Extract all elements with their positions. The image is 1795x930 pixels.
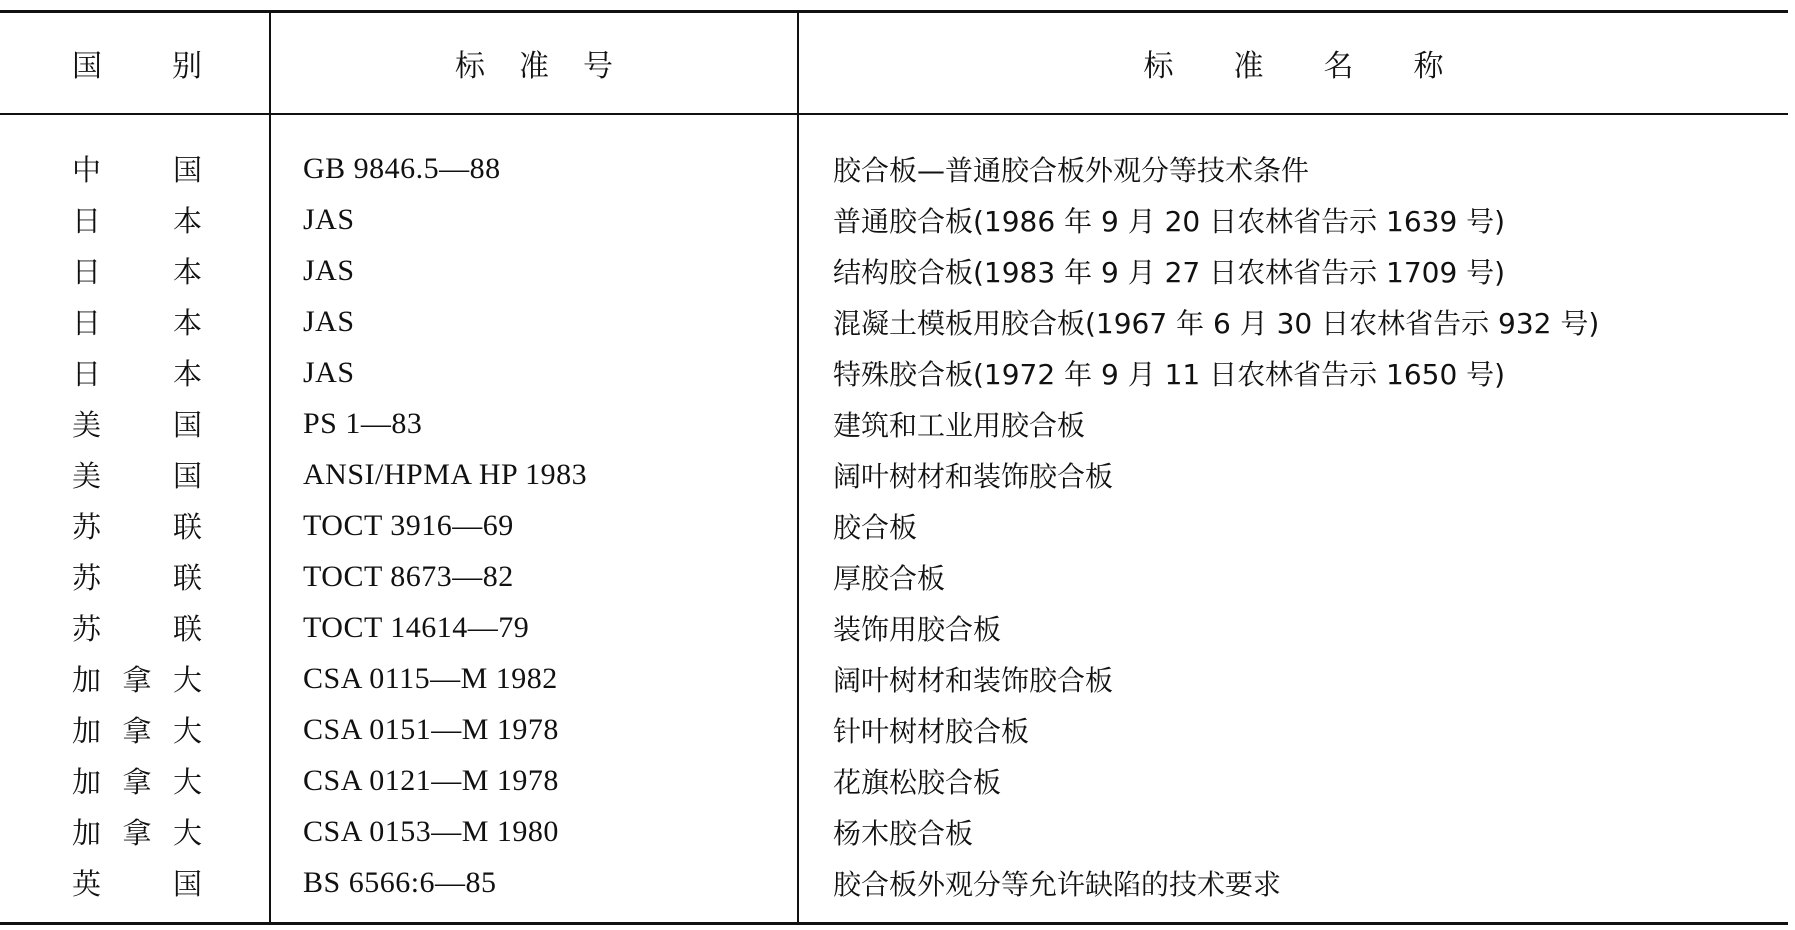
country-cell — [0, 653, 270, 704]
standard-name-cell — [798, 806, 1788, 857]
header-standard-number — [270, 12, 798, 115]
country-char: 苏 — [72, 612, 102, 646]
country-cell — [0, 245, 270, 296]
standard-name-cell — [798, 755, 1788, 806]
standard-name-cell — [798, 398, 1788, 449]
standard-number-cell — [270, 602, 798, 653]
standard-number-cell — [270, 551, 798, 602]
standard-name-cell — [798, 704, 1788, 755]
standard-number: PS 1—83 — [303, 407, 423, 440]
country-char: 本 — [172, 204, 202, 238]
country-char: 联 — [172, 561, 202, 595]
standard-name: 装饰用胶合板 — [833, 612, 1002, 646]
standard-number: JAS — [303, 356, 355, 389]
country-char: 拿 — [122, 816, 152, 850]
country-cell — [0, 194, 270, 245]
table-header — [0, 12, 1788, 115]
table-row — [0, 449, 1788, 500]
country-cell — [0, 296, 270, 347]
standard-name-cell — [798, 114, 1788, 194]
standard-name-cell — [798, 194, 1788, 245]
country-cell — [0, 449, 270, 500]
header-row — [0, 12, 1788, 115]
standard-name-cell — [798, 653, 1788, 704]
country-char: 本 — [172, 306, 202, 340]
table-row — [0, 398, 1788, 449]
country-cell — [0, 398, 270, 449]
standard-name: 普通胶合板(1986 年 9 月 20 日农林省告示 1639 号) — [833, 204, 1506, 238]
standard-name: 杨木胶合板 — [833, 816, 974, 850]
standard-name-cell — [798, 347, 1788, 398]
header-country-char: 国 — [72, 49, 102, 84]
country-cell — [0, 857, 270, 924]
country-char: 联 — [172, 510, 202, 544]
standard-name: 花旗松胶合板 — [833, 765, 1002, 799]
country-char: 美 — [72, 459, 102, 493]
standard-name-cell — [798, 449, 1788, 500]
country-char: 苏 — [72, 561, 102, 595]
header-name-char: 标 — [1143, 49, 1174, 84]
standard-number: CSA 0115—M 1982 — [303, 662, 558, 695]
table-row — [0, 806, 1788, 857]
standard-number: JAS — [303, 305, 355, 338]
table-row — [0, 602, 1788, 653]
standard-number-cell — [270, 500, 798, 551]
standard-number-cell — [270, 653, 798, 704]
standard-name-cell — [798, 245, 1788, 296]
country-char: 美 — [72, 408, 102, 442]
country-cell — [0, 500, 270, 551]
country-char: 加 — [72, 816, 102, 850]
standard-name-cell — [798, 500, 1788, 551]
standard-number: ANSI/HPMA HP 1983 — [303, 458, 588, 491]
standard-number-cell — [270, 194, 798, 245]
table-row — [0, 857, 1788, 924]
country-char: 国 — [172, 867, 202, 901]
table-row — [0, 114, 1788, 194]
standard-number: CSA 0151—M 1978 — [303, 713, 559, 746]
country-char: 大 — [172, 765, 202, 799]
standard-name: 胶合板外观分等允许缺陷的技术要求 — [833, 867, 1282, 901]
standard-number: CSA 0121—M 1978 — [303, 764, 559, 797]
standards-table — [0, 10, 1788, 925]
header-name-char: 名 — [1323, 49, 1354, 84]
country-char: 本 — [172, 357, 202, 391]
country-cell — [0, 806, 270, 857]
country-char: 中 — [72, 153, 102, 187]
country-char: 国 — [172, 459, 202, 493]
standard-number-cell — [270, 347, 798, 398]
country-char: 加 — [72, 663, 102, 697]
standard-number: BS 6566:6—85 — [303, 866, 497, 899]
country-char: 日 — [72, 255, 102, 289]
standard-number-cell — [270, 806, 798, 857]
standard-number-cell — [270, 857, 798, 924]
standard-name: 胶合板—普通胶合板外观分等技术条件 — [833, 153, 1310, 187]
country-cell — [0, 347, 270, 398]
country-char: 加 — [72, 765, 102, 799]
country-char: 日 — [72, 204, 102, 238]
standard-number: CSA 0153—M 1980 — [303, 815, 559, 848]
country-cell — [0, 755, 270, 806]
standard-number: TOCT 3916—69 — [303, 509, 514, 542]
standard-number: TOCT 14614—79 — [303, 611, 530, 644]
standard-name: 阔叶树材和装饰胶合板 — [833, 459, 1114, 493]
standard-number-cell — [270, 398, 798, 449]
standard-name: 结构胶合板(1983 年 9 月 27 日农林省告示 1709 号) — [833, 255, 1506, 289]
country-char: 拿 — [122, 714, 152, 748]
country-char: 加 — [72, 714, 102, 748]
standard-number: JAS — [303, 254, 355, 287]
standard-name: 针叶树材胶合板 — [833, 714, 1030, 748]
standard-number: TOCT 8673—82 — [303, 560, 514, 593]
standard-name: 特殊胶合板(1972 年 9 月 11 日农林省告示 1650 号) — [833, 357, 1506, 391]
country-char: 苏 — [72, 510, 102, 544]
header-standard-number-label: 标准号 — [455, 49, 647, 84]
country-cell — [0, 114, 270, 194]
country-char: 本 — [172, 255, 202, 289]
table-row — [0, 296, 1788, 347]
country-char: 联 — [172, 612, 202, 646]
table-row — [0, 653, 1788, 704]
country-char: 拿 — [122, 663, 152, 697]
country-char: 拿 — [122, 765, 152, 799]
standard-number-cell — [270, 755, 798, 806]
standard-name-cell — [798, 857, 1788, 924]
header-name-char: 准 — [1233, 49, 1264, 84]
table-row — [0, 194, 1788, 245]
standard-name: 胶合板 — [833, 510, 918, 544]
standard-number-cell — [270, 296, 798, 347]
country-char: 日 — [72, 357, 102, 391]
standard-name-cell — [798, 602, 1788, 653]
country-char: 国 — [172, 153, 202, 187]
standard-number-cell — [270, 449, 798, 500]
country-char: 大 — [172, 714, 202, 748]
country-char: 大 — [172, 663, 202, 697]
country-char: 英 — [72, 867, 102, 901]
table-row — [0, 347, 1788, 398]
standard-number: JAS — [303, 203, 355, 236]
standard-number-cell — [270, 114, 798, 194]
standard-name: 建筑和工业用胶合板 — [833, 408, 1086, 442]
country-char: 日 — [72, 306, 102, 340]
table-row — [0, 245, 1788, 296]
standard-name: 厚胶合板 — [833, 561, 946, 595]
table-body — [0, 114, 1788, 924]
table-row — [0, 755, 1788, 806]
country-cell — [0, 551, 270, 602]
country-cell — [0, 602, 270, 653]
header-standard-name — [798, 12, 1788, 115]
standard-name: 混凝土模板用胶合板(1967 年 6 月 30 日农林省告示 932 号) — [833, 306, 1600, 340]
country-char: 大 — [172, 816, 202, 850]
standard-name: 阔叶树材和装饰胶合板 — [833, 663, 1114, 697]
table-row — [0, 551, 1788, 602]
table-row — [0, 704, 1788, 755]
standard-number-cell — [270, 704, 798, 755]
standard-number: GB 9846.5—88 — [303, 152, 501, 185]
header-country-char: 别 — [172, 49, 202, 84]
table-row — [0, 500, 1788, 551]
country-cell — [0, 704, 270, 755]
country-char: 国 — [172, 408, 202, 442]
header-country — [0, 12, 270, 115]
header-name-char: 称 — [1413, 49, 1444, 84]
standard-name-cell — [798, 296, 1788, 347]
standard-name-cell — [798, 551, 1788, 602]
standard-number-cell — [270, 245, 798, 296]
